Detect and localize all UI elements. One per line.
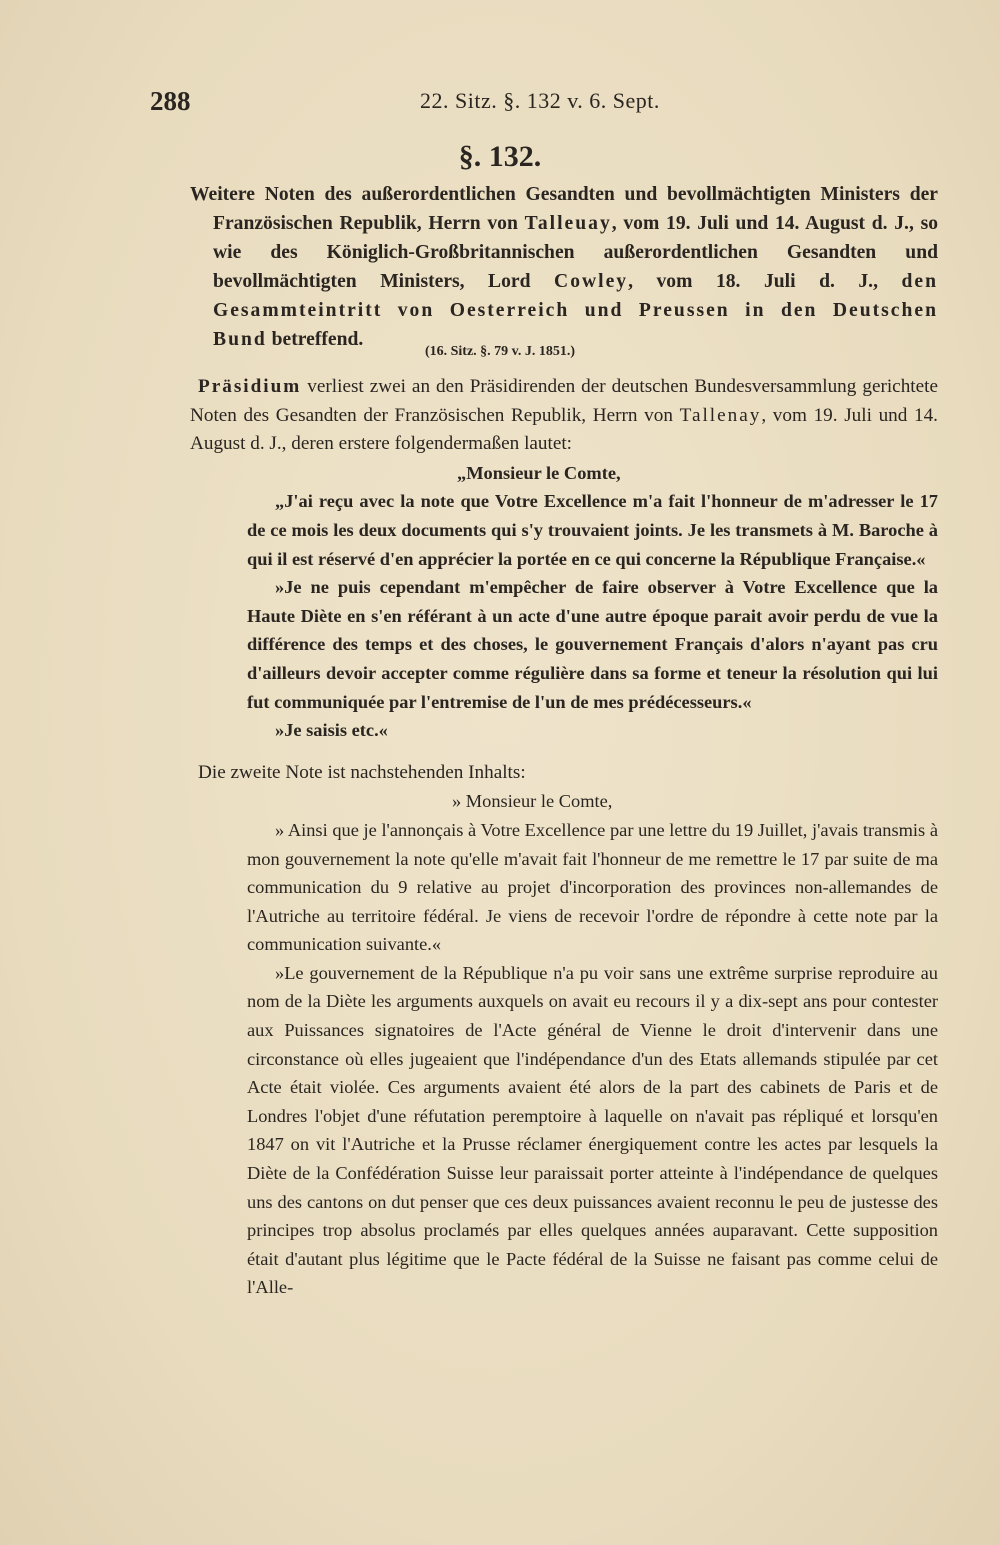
running-head: 22. Sitz. §. 132 v. 6. Sept. (420, 88, 660, 113)
first-note-paragraph-1: „J'ai reçu avec la note que Votre Excellence m'a fait l'honneur de m'adresser le 17 de ce mois les deux documents qui s'y trouvaient joints. Je les transmets à M. Baroche à qui il est réservé d'en apprécier la portée en ce qui concerne la République Française.« (247, 491, 938, 569)
section-number: §. 132. (458, 140, 542, 173)
first-note (190, 459, 938, 745)
heading-end: betreffend. (266, 329, 364, 350)
heading-name-1: Talleuay (524, 213, 612, 234)
heading-text-2: , vom 19. Juli und 14. August d. J., so wie des Königlich-Großbritannischen außerordentlichen Gesandten und bevollmächtigten Ministers, Lord (213, 213, 938, 292)
intro-text: verliest zwei an den Präsidirenden der deutschen Bundesversammlung gerichtete Noten des Gesandten der Französischen Republik, Herrn von (190, 376, 938, 426)
heading-text-1: Weitere Noten des außerordentlichen Gesandten und bevollmächtigten Ministers der Französischen Republik, Herrn von (190, 184, 938, 234)
first-note-paragraph-3: »Je saisis etc.« (275, 720, 388, 741)
reference-note: (16. Sitz. §. 79 v. J. 1851.) (424, 344, 576, 359)
second-note-intro: Die zweite Note ist nachstehenden Inhalts: (198, 761, 526, 783)
second-note-paragraph-2: »Le gouvernement de la République n'a pu voir sans une extrême surprise reproduire au nom de la Diète les arguments auxquels on avait eu recours il y a dix-sept ans pour contester aux Puissances signatoires de l'Acte général de Vienne le droit d'intervenir dans une circonstance où elles jugeaient que l'indépendance d'un des Etats allemands stipulée par cet Acte était violée. Ces arguments avaient été alors de la part des cabinets de Paris et de Londres l'objet d'une réfutation peremptoire à laquelle on n'avait pas répliqué et lorsqu'en 1847 on vit l'Autriche et la Prusse réclamer énergiquement contre les actes par lesquels la Diète de la Confédération Suisse leur paraissait porter atteinte à l'indépendance de quelques uns des cantons on dut penser que ces deux puissances avaient reconnu le peu de justesse des principes trop absolus proclamés par elles quelques années auparavant. Cette supposition était d'autant plus légitime que le Pacte fédéral de la Suisse ne faisant pas comme celui de l'Alle- (247, 962, 938, 1298)
intro-lead: Präsidium (198, 376, 302, 397)
heading-spaced-tail: den Gesammteintritt von Oesterreich und Preussen in den Deutschen Bund (213, 271, 939, 350)
heading-name-2: Cowley (554, 271, 629, 292)
second-note-paragraph-1: » Ainsi que je l'annonçais à Votre Excellence par une lettre du 19 Juillet, j'avais transmis à mon gouvernement la note qu'elle m'avait fait l'honneur de me remettre le 17 par suite de ma communication du 9 relative au projet d'incorporation des provinces non-allemandes de l'Autriche au territoire fédéral. Je viens de recevoir l'ordre de répondre à cette note par la communication suivante.« (247, 819, 938, 955)
spacer (190, 745, 938, 759)
second-note-salutation: » Monsieur le Comte, (452, 791, 613, 812)
body-text (190, 373, 938, 1302)
heading-text-3: , vom 18. Juli d. J., (628, 271, 902, 292)
intro-tail: , vom 19. Juli und 14. August d. J., deren erstere folgendermaßen lautet: (190, 404, 938, 455)
page-header (150, 86, 940, 126)
intro-paragraph (190, 373, 938, 459)
page-number: 288 (150, 86, 191, 116)
section-heading (190, 180, 938, 354)
intro-name: Tallenay (679, 404, 762, 426)
first-note-salutation: „Monsieur le Comte, (457, 462, 621, 483)
first-note-paragraph-2: »Je ne puis cependant m'empêcher de faire observer à Votre Excellence que la Haute Diète en s'en référant à un acte d'une autre époque parait avoir perdu de vue la différence des temps et des choses, le gouvernement Français d'alors n'ayant pas cru d'ailleurs devoir accepter comme régulière dans sa forme et teneur la résolution qui lui fut communiquée par l'entremise de l'un de mes prédécesseurs.« (247, 577, 938, 712)
second-note (190, 787, 938, 1302)
